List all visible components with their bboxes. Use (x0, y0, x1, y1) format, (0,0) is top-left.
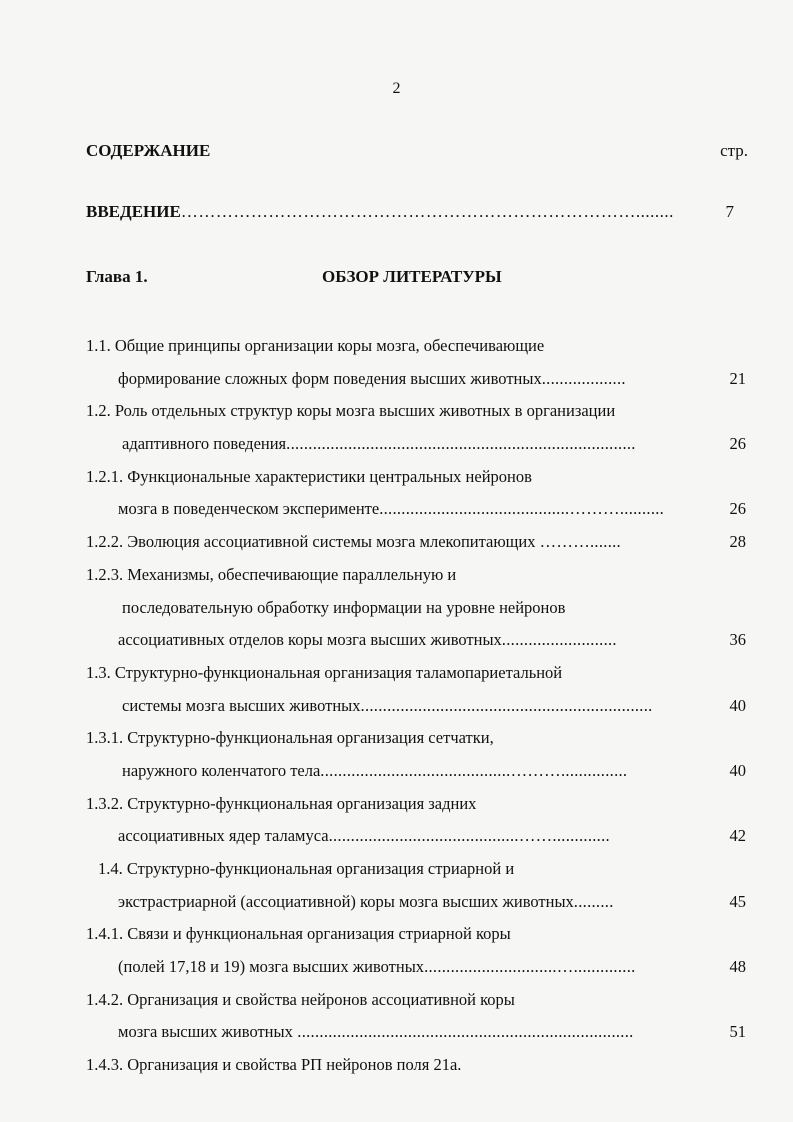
toc-line (86, 428, 748, 461)
toc-text: 1.1. Общие принципы организации коры мозга, обеспечивающие (86, 336, 545, 355)
toc-entry-1-4[interactable] (86, 853, 748, 918)
chapter-heading (86, 267, 748, 287)
pages-column-label: стр. (720, 141, 748, 160)
contents-title: СОДЕРЖАНИЕ (86, 141, 211, 160)
toc-line (86, 853, 748, 886)
toc-line (86, 363, 748, 396)
toc-text: мозга в поведенческом эксперименте (118, 499, 380, 519)
toc-page: 28 (729, 532, 746, 552)
toc-text: (полей 17,18 и 19) мозга высших животных (118, 957, 425, 977)
intro-entry[interactable] (86, 202, 748, 222)
toc-text: формирование сложных форм поведения высших животных (118, 368, 542, 388)
toc-text: адаптивного поведения (122, 434, 287, 454)
toc-leader: ...........................................………............... (320, 760, 628, 780)
toc-text: 1.3. Структурно-функциональная организация таламопариетальной (86, 662, 563, 682)
toc-text: ассоциативных ядер таламуса (118, 826, 329, 846)
intro-page: 7 (725, 202, 734, 221)
toc-page: 40 (729, 695, 746, 715)
toc-text: 1.3.2. Структурно-функциональная организация задних (86, 793, 477, 813)
toc-page: 42 (729, 826, 746, 846)
toc-text: наружного коленчатого тела (122, 760, 321, 780)
toc-page: 51 (729, 1022, 746, 1042)
toc-line (86, 330, 748, 363)
toc-line (86, 461, 748, 494)
contents-heading (86, 141, 748, 161)
toc-line (86, 886, 748, 919)
toc-line (86, 918, 748, 951)
toc-line (86, 755, 748, 788)
toc-entry-1-2[interactable] (86, 395, 748, 460)
toc-entry-1-4-1[interactable] (86, 918, 748, 983)
toc-line (86, 624, 748, 657)
toc-entry-1-2-1[interactable] (86, 461, 748, 526)
toc-page: 45 (729, 891, 746, 911)
toc-text: 1.3.1. Структурно-функциональная организация сетчатки, (86, 728, 494, 748)
toc-entry-1-3[interactable] (86, 657, 748, 722)
chapter-label: Глава 1. (86, 267, 148, 286)
chapter-title: ОБЗОР ЛИТЕРАТУРЫ (322, 267, 502, 286)
toc-text: последовательную обработку информации на уровне нейронов (122, 597, 566, 617)
toc-line (86, 493, 748, 526)
toc-line (86, 820, 748, 853)
toc-line (86, 690, 748, 723)
toc-line (86, 984, 748, 1017)
toc-entry-1-4-3[interactable] (86, 1049, 748, 1082)
toc-page: 36 (729, 630, 746, 650)
toc-text: 1.4.3. Организация и свойства РП нейронов поля 21а. (86, 1055, 462, 1075)
toc-text: 1.4.1. Связи и функциональная организация стриарной коры (86, 924, 511, 944)
toc-leader: ............................................................................... (286, 434, 636, 454)
toc-line (86, 951, 748, 984)
toc-leader: ................... (541, 368, 626, 388)
toc-text: системы мозга высших животных (122, 695, 361, 715)
toc-line (86, 722, 748, 755)
toc-leader: ......... (573, 891, 614, 911)
toc-line (86, 788, 748, 821)
toc-page: 21 (729, 368, 746, 388)
toc-text: ассоциативных отделов коры мозга высших животных (118, 630, 502, 650)
toc-line (86, 1049, 748, 1082)
toc-leader: .................................................................. (360, 695, 653, 715)
page-number: 2 (392, 80, 401, 97)
toc-entry-1-1[interactable] (86, 330, 748, 395)
toc-leader: ............................................................................ (292, 1022, 634, 1042)
toc-entry-1-4-2[interactable] (86, 984, 748, 1049)
intro-label: ВВЕДЕНИЕ (86, 202, 181, 221)
toc-entry-1-3-2[interactable] (86, 788, 748, 853)
toc-leader: ...........................................……............. (328, 826, 610, 846)
toc-text: 1.2.3. Механизмы, обеспечивающие параллельную и (86, 564, 457, 584)
toc-text: мозга высших животных (118, 1022, 293, 1042)
toc-page: 26 (729, 434, 746, 454)
toc-page: 40 (729, 760, 746, 780)
toc-text: 1.2. Роль отдельных структур коры мозга высших животных в организации (86, 401, 616, 421)
toc-line (86, 592, 748, 625)
toc-text: 1.4. Структурно-функциональная организация стриарной и (98, 859, 515, 878)
toc-leader: ...........................................……….......... (379, 499, 665, 519)
toc-text: 1.4.2. Организация и свойства нейронов ассоциативной коры (86, 989, 515, 1009)
toc-leader: .......................... (501, 630, 617, 650)
toc-leader: ..............................….............. (424, 957, 636, 977)
toc-page: 48 (729, 957, 746, 977)
toc-text: экстрастриарной (ассоциативной) коры мозга высших животных (118, 891, 574, 911)
table-of-contents (86, 330, 748, 1082)
toc-line (86, 657, 748, 690)
toc-leader: ………....... (539, 532, 621, 552)
intro-leader: ……………………………………………………………………........ (180, 202, 674, 221)
toc-line (86, 526, 748, 559)
toc-line (86, 559, 748, 592)
toc-entry-1-3-1[interactable] (86, 722, 748, 787)
toc-line (86, 1016, 748, 1049)
toc-text: 1.2.1. Функциональные характеристики центральных нейронов (86, 466, 532, 486)
toc-text: 1.2.2. Эволюция ассоциативной системы мозга млекопитающих (86, 532, 536, 552)
toc-entry-1-2-3[interactable] (86, 559, 748, 657)
toc-page: 26 (729, 499, 746, 519)
toc-entry-1-2-2[interactable] (86, 526, 748, 559)
toc-line (86, 395, 748, 428)
